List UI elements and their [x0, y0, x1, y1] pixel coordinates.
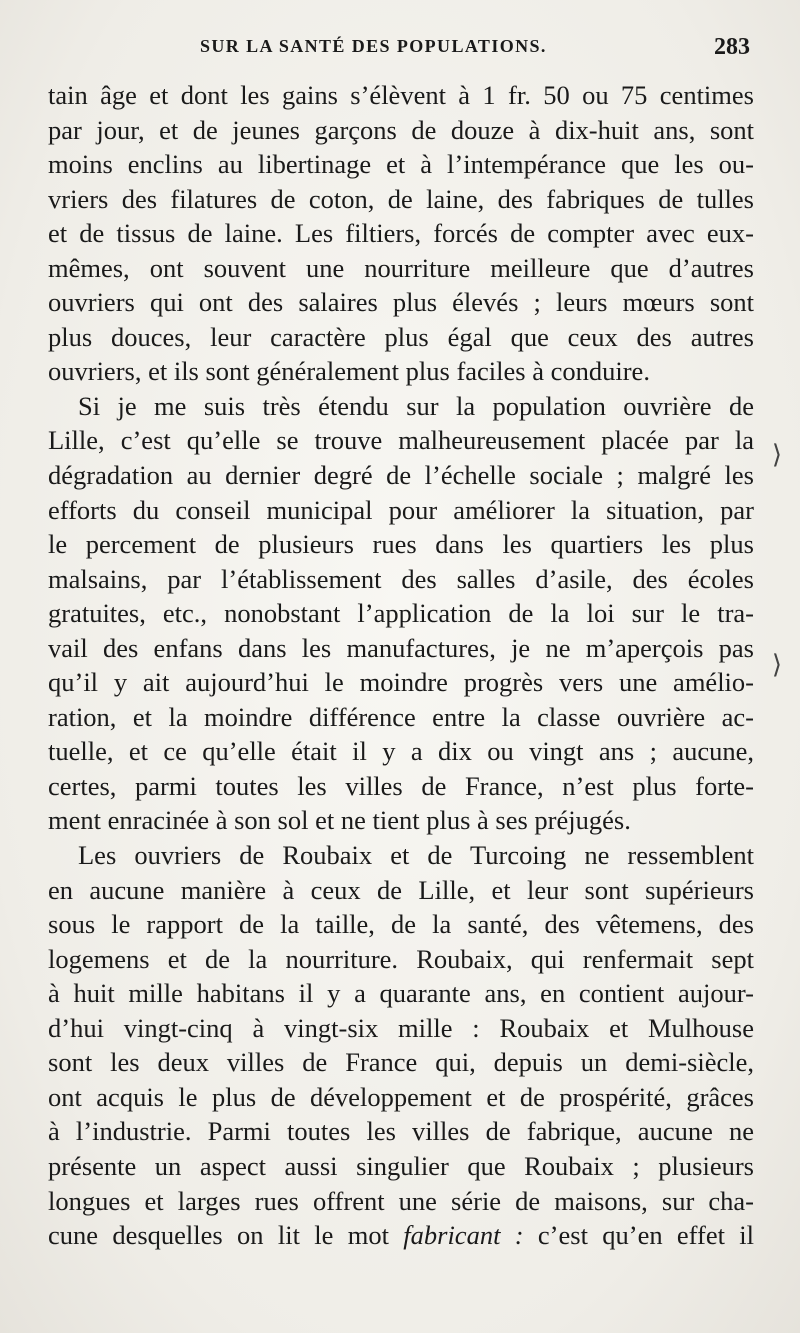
text-line: sous le rapport de la taille, de la santé, des vêtemens, des [48, 909, 754, 940]
text-line: ont acquis le plus de développement et de prospérité, grâces [48, 1081, 754, 1112]
text-line: d’hui vingt-cinq à vingt-six mille : Roubaix et Mulhouse [48, 1012, 754, 1043]
margin-mark: ⟩ [771, 440, 782, 470]
text-line: à l’industrie. Parmi toutes les villes de fabrique, aucune ne [48, 1116, 754, 1147]
text-line: vriers des filatures de coton, de laine, des fabriques de tulles [48, 183, 754, 214]
text-line: certes, parmi toutes les villes de France, n’est plus forte- [48, 770, 754, 801]
text-line: ration, et la moindre différence entre la classe ouvrière ac- [48, 701, 754, 732]
line-text: c’est qu’en effet il [537, 1220, 754, 1251]
text-line: le percement de plusieurs rues dans les quartiers les plus [48, 529, 754, 560]
text-line: efforts du conseil municipal pour améliorer la situation, par [48, 494, 754, 525]
text-line: et de tissus de laine. Les filtiers, forcés de compter avec eux- [48, 218, 754, 249]
margin-mark: ⟩ [771, 650, 782, 680]
paragraph-start-line: Si je me suis très étendu sur la population ouvrière de [78, 390, 754, 421]
text-line: plus douces, leur caractère plus égal que ceux des autres [48, 321, 754, 352]
text-line: ouvriers qui ont des salaires plus élevés ; leurs mœurs sont [48, 287, 754, 318]
text-line: sont les deux villes de France qui, depuis un demi-siècle, [48, 1047, 754, 1078]
page-number: 283 [714, 34, 750, 60]
text-line: longues et larges rues offrent une série de maisons, sur cha- [48, 1185, 754, 1216]
text-line: à huit mille habitans il y a quarante ans, en contient aujour- [48, 978, 754, 1009]
text-line: logemens et de la nourriture. Roubaix, qui renfermait sept [48, 943, 754, 974]
text-line-with-italic [48, 1218, 754, 1253]
text-line: Lille, c’est qu’elle se trouve malheureusement placée par la [48, 425, 754, 456]
text-line: tuelle, et ce qu’elle était il y a dix ou vingt ans ; aucune, [48, 736, 754, 767]
paragraph-end-line: ouvriers, et ils sont généralement plus faciles à conduire. [48, 356, 650, 387]
page-header [0, 36, 800, 66]
text-line: par jour, et de jeunes garçons de douze à dix-huit ans, sont [48, 114, 754, 145]
text-line: qu’il y ait aujourd’hui le moindre progrès vers une amélio- [48, 667, 754, 698]
text-line: mêmes, ont souvent une nourriture meilleure que d’autres [48, 252, 754, 283]
italic-word: fabricant : [403, 1220, 524, 1251]
body-text [48, 78, 754, 1253]
text-line: dégradation au dernier degré de l’échelle sociale ; malgré les [48, 460, 754, 491]
running-head: SUR LA SANTÉ DES POPULATIONS. [200, 36, 547, 56]
text-line: présente un aspect aussi singulier que Roubaix ; plusieurs [48, 1150, 754, 1181]
text-line: tain âge et dont les gains s’élèvent à 1 fr. 50 ou 75 centimes [48, 80, 754, 110]
text-line: malsains, par l’établissement des salles d’asile, des écoles [48, 563, 754, 594]
text-line: gratuites, etc., nonobstant l’application de la loi sur le tra- [48, 598, 754, 629]
text-line: vail des enfans dans les manufactures, je ne m’aperçois pas [48, 632, 754, 663]
text-line: moins enclins au libertinage et à l’intempérance que les ou- [48, 149, 754, 180]
paragraph-end-line: ment enracinée à son sol et ne tient plus à ses préjugés. [48, 805, 631, 836]
text-line: en aucune manière à ceux de Lille, et leur sont supérieurs [48, 874, 754, 905]
line-text: cune desquelles on lit le mot [48, 1220, 389, 1251]
paragraph-start-line: Les ouvriers de Roubaix et de Turcoing ne ressemblent [78, 840, 754, 871]
